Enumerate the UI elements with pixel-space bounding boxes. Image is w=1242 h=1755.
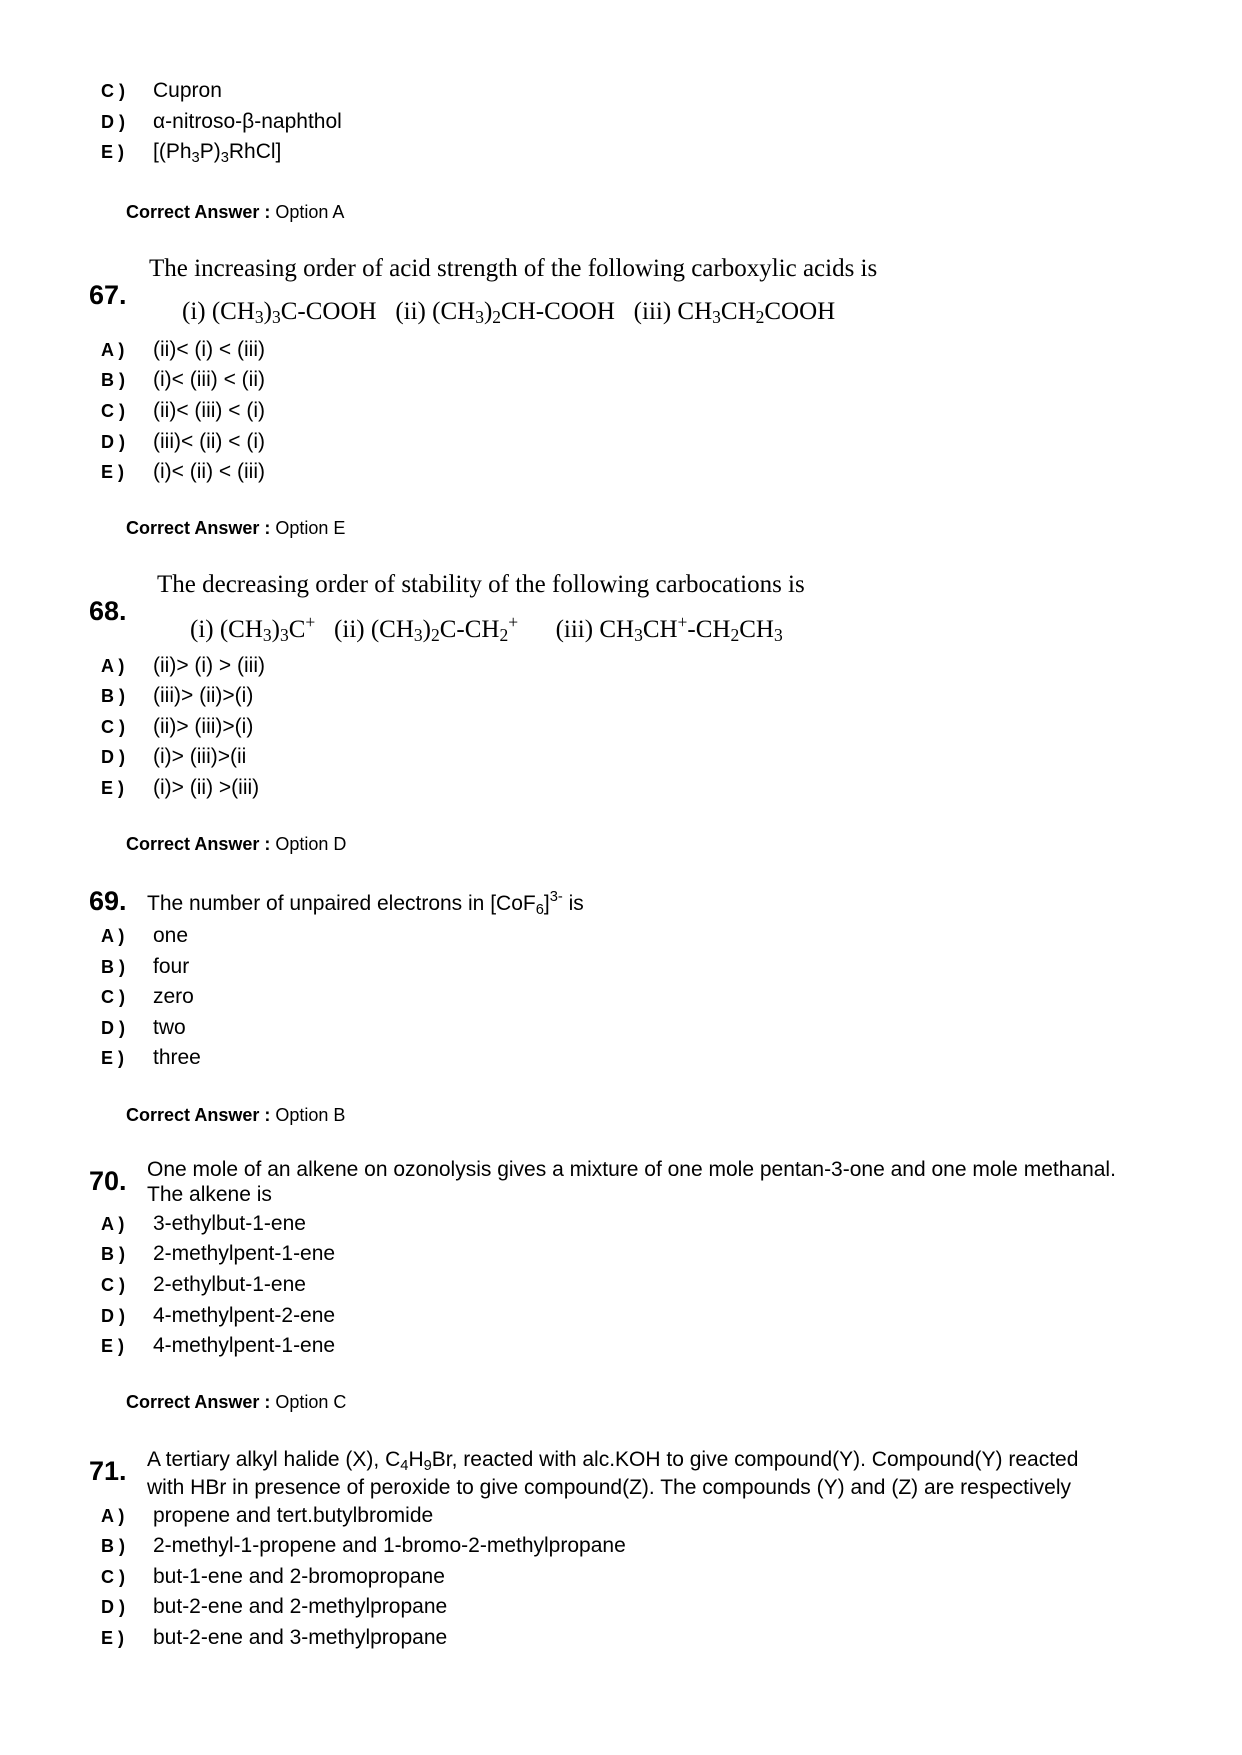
list-item <box>0 1626 1242 1654</box>
correct-answer-label: Correct Answer : <box>126 834 271 854</box>
question-text: A tertiary alkyl halide (X), $C_4H_9Br$, reacted with alc.KOH to give compound(Y). Compound(Y) reacted with HBr in presence of peroxide to give compound(Z). The compounds (Y) and (Z) are respectively <box>147 1448 1079 1499</box>
list-item <box>0 140 1242 168</box>
option-letter: D ) <box>101 1018 125 1038</box>
option-letter: E ) <box>101 1336 125 1356</box>
correct-answer <box>126 1392 346 1413</box>
question-number: 68. <box>89 596 127 626</box>
question-number: 70. <box>89 1166 127 1196</box>
list-item <box>0 654 1242 682</box>
option-text: (ii)> (iii)>(i) <box>153 715 254 738</box>
list-item <box>0 399 1242 427</box>
option-letter: D ) <box>101 432 125 452</box>
option-letter: A ) <box>101 926 125 946</box>
option-letter: B ) <box>101 1244 125 1264</box>
question-text: The number of unpaired electrons in $[CoF_6]^{3-}$ is <box>147 889 584 918</box>
list-item <box>0 1242 1242 1270</box>
option-text: propene and tert.butylbromide <box>153 1504 434 1527</box>
list-item <box>0 338 1242 366</box>
correct-answer-label: Correct Answer : <box>126 1392 271 1412</box>
list-item <box>0 430 1242 458</box>
list-item <box>0 1212 1242 1240</box>
list-item <box>0 1534 1242 1562</box>
formula-line: (i) $(CH_3)_3C$-COOH (ii) $(CH_3)_2CH$-COOH (iii) $CH_3CH_2COOH$ <box>182 298 836 327</box>
option-text: α-nitroso-β-naphthol <box>153 110 342 133</box>
option-text: (i)> (iii)>(ii <box>153 745 247 768</box>
option-text: (iii)< (ii) < (i) <box>153 430 265 453</box>
option-text: (iii)> (ii)>(i) <box>153 684 254 707</box>
correct-answer <box>126 834 346 855</box>
option-text: but-2-ene and 2-methylpropane <box>153 1595 448 1618</box>
option-letter: A ) <box>101 656 125 676</box>
correct-answer-value: Option B <box>275 1105 346 1125</box>
option-text: Cupron <box>153 79 222 102</box>
list-item <box>0 1273 1242 1301</box>
question-number: 69. <box>89 886 127 916</box>
list-item <box>0 1504 1242 1532</box>
option-text: (i)< (iii) < (ii) <box>153 368 265 391</box>
option-text: one <box>153 924 189 947</box>
option-text: 2-methylpent-1-ene <box>153 1242 336 1265</box>
list-item <box>0 1046 1242 1074</box>
question-number: 67. <box>89 280 127 310</box>
list-item <box>0 776 1242 804</box>
correct-answer <box>126 1105 345 1126</box>
option-text: 2-methyl-1-propene and 1-bromo-2-methylpropane <box>153 1534 626 1557</box>
correct-answer-label: Correct Answer : <box>126 202 271 222</box>
list-item <box>0 1334 1242 1362</box>
list-item <box>0 460 1242 488</box>
option-letter: C ) <box>101 1275 125 1295</box>
correct-answer <box>126 518 345 539</box>
list-item <box>0 368 1242 396</box>
option-letter: D ) <box>101 112 125 132</box>
option-letter: B ) <box>101 686 125 706</box>
list-item <box>0 715 1242 743</box>
correct-answer <box>126 202 344 223</box>
option-letter: B ) <box>101 370 125 390</box>
question-text: The decreasing order of stability of the following carbocations is <box>157 571 805 598</box>
option-letter: E ) <box>101 1628 125 1648</box>
option-text: zero <box>153 985 194 1008</box>
option-letter: E ) <box>101 142 125 162</box>
option-text: (i)> (ii) >(iii) <box>153 776 260 799</box>
question-text: One mole of an alkene on ozonolysis gives a mixture of one mole pentan-3-one and one mole methanal. The alkene is <box>147 1158 1116 1206</box>
option-letter: D ) <box>101 1597 125 1617</box>
option-letter: E ) <box>101 1048 125 1068</box>
option-letter: C ) <box>101 987 125 1007</box>
formula-line: (i) $(CH_3)_3C^+$ (ii) $(CH_3)_2C-CH_2^+$ (iii) $CH_3CH^+-CH_2CH_3$ <box>190 612 783 645</box>
option-text: but-2-ene and 3-methylpropane <box>153 1626 448 1649</box>
option-text: four <box>153 955 190 978</box>
correct-answer-label: Correct Answer : <box>126 518 271 538</box>
option-text: (ii)< (iii) < (i) <box>153 399 265 422</box>
option-text: (ii)> (i) > (iii) <box>153 654 265 677</box>
option-letter: D ) <box>101 747 125 767</box>
correct-answer-value: Option E <box>275 518 346 538</box>
correct-answer-value: Option A <box>275 202 345 222</box>
list-item <box>0 985 1242 1013</box>
option-letter: C ) <box>101 81 125 101</box>
option-letter: C ) <box>101 401 125 421</box>
option-text: 3-ethylbut-1-ene <box>153 1212 306 1235</box>
list-item <box>0 110 1242 138</box>
option-letter: C ) <box>101 1567 125 1587</box>
list-item <box>0 1016 1242 1044</box>
list-item <box>0 745 1242 773</box>
option-text: 2-ethylbut-1-ene <box>153 1273 306 1296</box>
list-item <box>0 1595 1242 1623</box>
question-number: 71. <box>89 1456 127 1486</box>
correct-answer-value: Option D <box>275 834 347 854</box>
question-text: The increasing order of acid strength of the following carboxylic acids is <box>149 255 878 282</box>
option-letter: C ) <box>101 717 125 737</box>
option-letter: B ) <box>101 1536 125 1556</box>
list-item <box>0 924 1242 952</box>
option-letter: E ) <box>101 462 125 482</box>
list-item <box>0 1304 1242 1332</box>
option-text: three <box>153 1046 201 1069</box>
option-text: but-1-ene and 2-bromopropane <box>153 1565 445 1588</box>
option-letter: A ) <box>101 1506 125 1526</box>
option-text: 4-methylpent-2-ene <box>153 1304 336 1327</box>
list-item <box>0 79 1242 107</box>
option-letter: E ) <box>101 778 125 798</box>
option-letter: D ) <box>101 1306 125 1326</box>
correct-answer-label: Correct Answer : <box>126 1105 271 1125</box>
option-text: $[(Ph_3P)_3RhCl]$ <box>153 140 282 166</box>
option-letter: A ) <box>101 340 125 360</box>
list-item <box>0 955 1242 983</box>
option-letter: A ) <box>101 1214 125 1234</box>
option-text: 4-methylpent-1-ene <box>153 1334 336 1357</box>
list-item <box>0 684 1242 712</box>
option-text: two <box>153 1016 186 1039</box>
correct-answer-value: Option C <box>275 1392 347 1412</box>
list-item <box>0 1565 1242 1593</box>
option-text: (ii)< (i) < (iii) <box>153 338 265 361</box>
option-letter: B ) <box>101 957 125 977</box>
option-text: (i)< (ii) < (iii) <box>153 460 265 483</box>
